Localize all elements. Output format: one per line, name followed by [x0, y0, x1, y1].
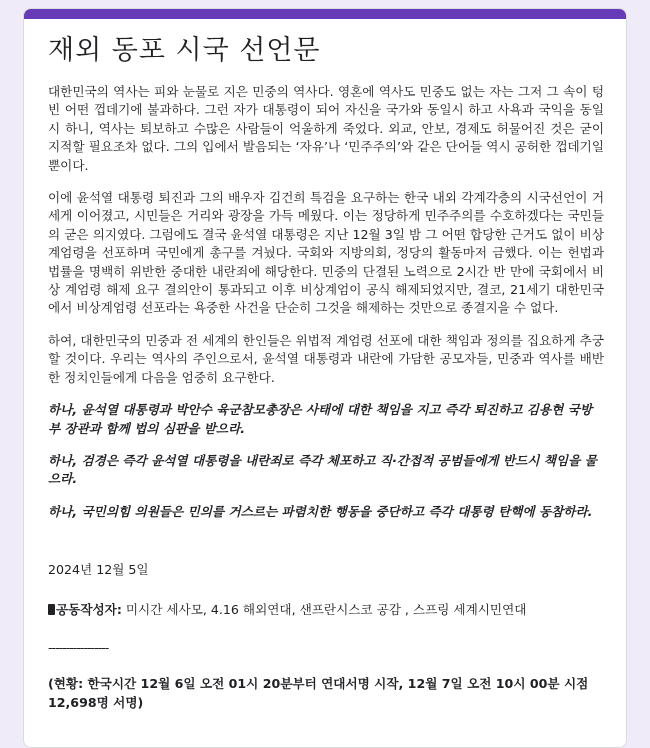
co-authors-label: 공동작성자:: [56, 602, 122, 618]
divider: -----------------: [48, 640, 109, 656]
paragraph-2: 이에 윤석열 대통령 퇴진과 그의 배우자 김건희 특검을 요구하는 한국 내외 각계각층의 시국선언이 거세게 이어졌고, 시민들은 거리와 광장을 가득 메웠다. 이는 정당하게 민주주의를 수호하겠다는 국민들의 굳은 의지였다. 그럼에도 결국 윤석열 대통령은 지난 12월 3일 밤 그 어떤 합당한 근거도 없이 비상계엄령을 선포하며 국민에게 총구를 겨눴다. 국회와 지방의회, 정당의 활동마저 금했다. 이는 헌법과 법률을 명백히 위반한 중대한 내란죄에 해당한다. 민중의 단결된 노력으로 2시간 반 만에 국회에서 비상 계엄령 해제 요구 결의안이 통과되고 이후 비상계엄이 공식 해제되었지만, 결코, 21세기 대한민국에서 비상계엄령 선포라는 욕중한 사건을 단순히 그것을 해제하는 것만으로 종결지을 수 없다.: [48, 190, 604, 316]
accent-bar: [24, 9, 626, 19]
paragraph-1: 대한민국의 역사는 피와 눈물로 지은 민중의 역사다. 영혼에 역사도 민중도 없는 자는 그저 그 속이 텅 빈 어떤 껍데기에 불과하다. 그런 자가 대통령이 되어 자신을 국가와 동일시 하고 사욕과 국익을 동일시 하니, 역사는 퇴보하고 수많은 사람들이 억울하게 죽었다. 외교, 안보, 경제도 허물어진 것은 굳이 지적할 필요조차 없다. 그의 입에서 발음되는 ‘자유’나 ‘민주주의’와 같은 단어들 역시 공허한 껍데기일 뿐이다.: [48, 84, 604, 173]
demand-2: 하나, 검경은 즉각 윤석열 대통령을 내란죄로 즉각 체포하고 직·간접적 공범들에게 반드시 책임을 물으라.: [48, 452, 597, 487]
co-authors-list: 미시간 세사모, 4.16 해외연대, 샌프란시스코 공감 , 스프링 세계시민연대: [121, 602, 527, 618]
demand-1: 하나, 윤석열 대통령과 박안수 육군참모총장은 사태에 대한 책임을 지고 즉각 퇴진하고 김용현 국방부 장관과 함께 법의 심판을 받으라.: [48, 402, 593, 436]
signature-status: (현황: 한국시간 12월 6일 오전 01시 20분부터 연대서명 시작, 12월 7일 오전 10시 00분 시점 12,698명 서명): [48, 676, 589, 710]
bullet-icon: [48, 604, 55, 615]
form-header-card: [23, 8, 627, 748]
co-authors: [48, 601, 604, 619]
paragraph-3: 하여, 대한민국의 민중과 전 세계의 한인들은 위법적 계엄령 선포에 대한 책임과 정의를 집요하게 추궁할 것이다. 우리는 역사의 주인으로서, 윤석열 대통령과 내란에 가담한 공모자들, 민중과 역사를 배반한 정치인들에게 다음을 엄중히 요구한다.: [48, 332, 604, 385]
declaration-date: 2024년 12월 5일: [48, 562, 149, 578]
form-description: [48, 31, 604, 712]
page-title: 재외 동포 시국 선언문: [48, 35, 321, 66]
demand-3: 하나, 국민의힘 의원들은 민의를 거스르는 파렴치한 행동을 중단하고 즉각 대통령 탄핵에 동참하라.: [48, 503, 593, 519]
